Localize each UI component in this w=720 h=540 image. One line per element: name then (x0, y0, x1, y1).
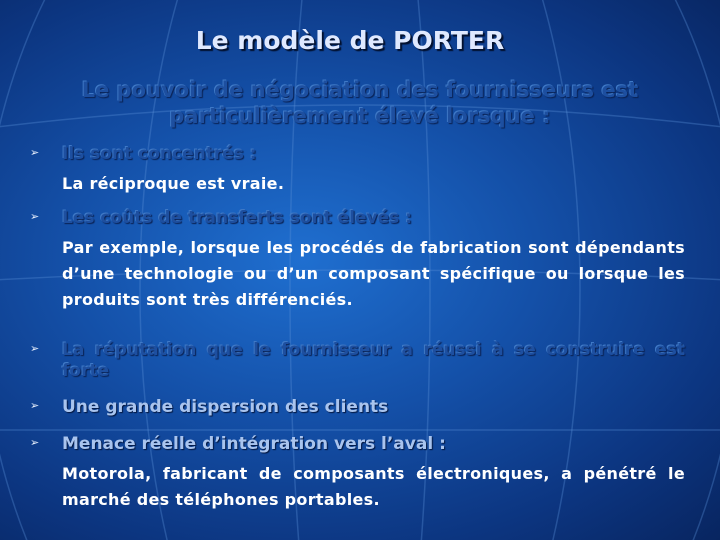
item-heading: Une grande dispersion des clients (62, 397, 389, 417)
item-body: La réciproque est vraie. (62, 174, 285, 193)
item-heading: Ils sont concentrés : (62, 144, 257, 164)
arrow-right-icon: ➢ (30, 146, 40, 159)
list-item (30, 397, 685, 418)
item-body: Par exemple, lorsque les procédés de fabrication sont dépendants d’une technologie ou d’un composant spécifique ou lorsque les produits sont très différenciés. (62, 238, 685, 309)
list-item (30, 434, 685, 513)
item-heading: Les coûts de transferts sont élevés : (62, 208, 412, 228)
slide-subtitle: Le pouvoir de négociation des fournisseurs est particulièrement élevé lorsque : (81, 78, 639, 128)
list-item (30, 208, 685, 313)
slide-title: Le modèle de PORTER (195, 26, 505, 55)
item-body: Motorola, fabricant de composants électroniques, a pénétré le marché des téléphones portables. (62, 464, 685, 509)
arrow-right-icon: ➢ (30, 210, 40, 223)
arrow-right-icon: ➢ (30, 399, 40, 412)
list-item (30, 144, 685, 197)
list-item (30, 340, 685, 382)
item-heading: La réputation que le fournisseur a réussi à se construire est forte (62, 340, 685, 381)
item-heading: Menace réelle d’intégration vers l’aval : (62, 434, 446, 454)
arrow-right-icon: ➢ (30, 342, 40, 355)
arrow-right-icon: ➢ (30, 436, 40, 449)
